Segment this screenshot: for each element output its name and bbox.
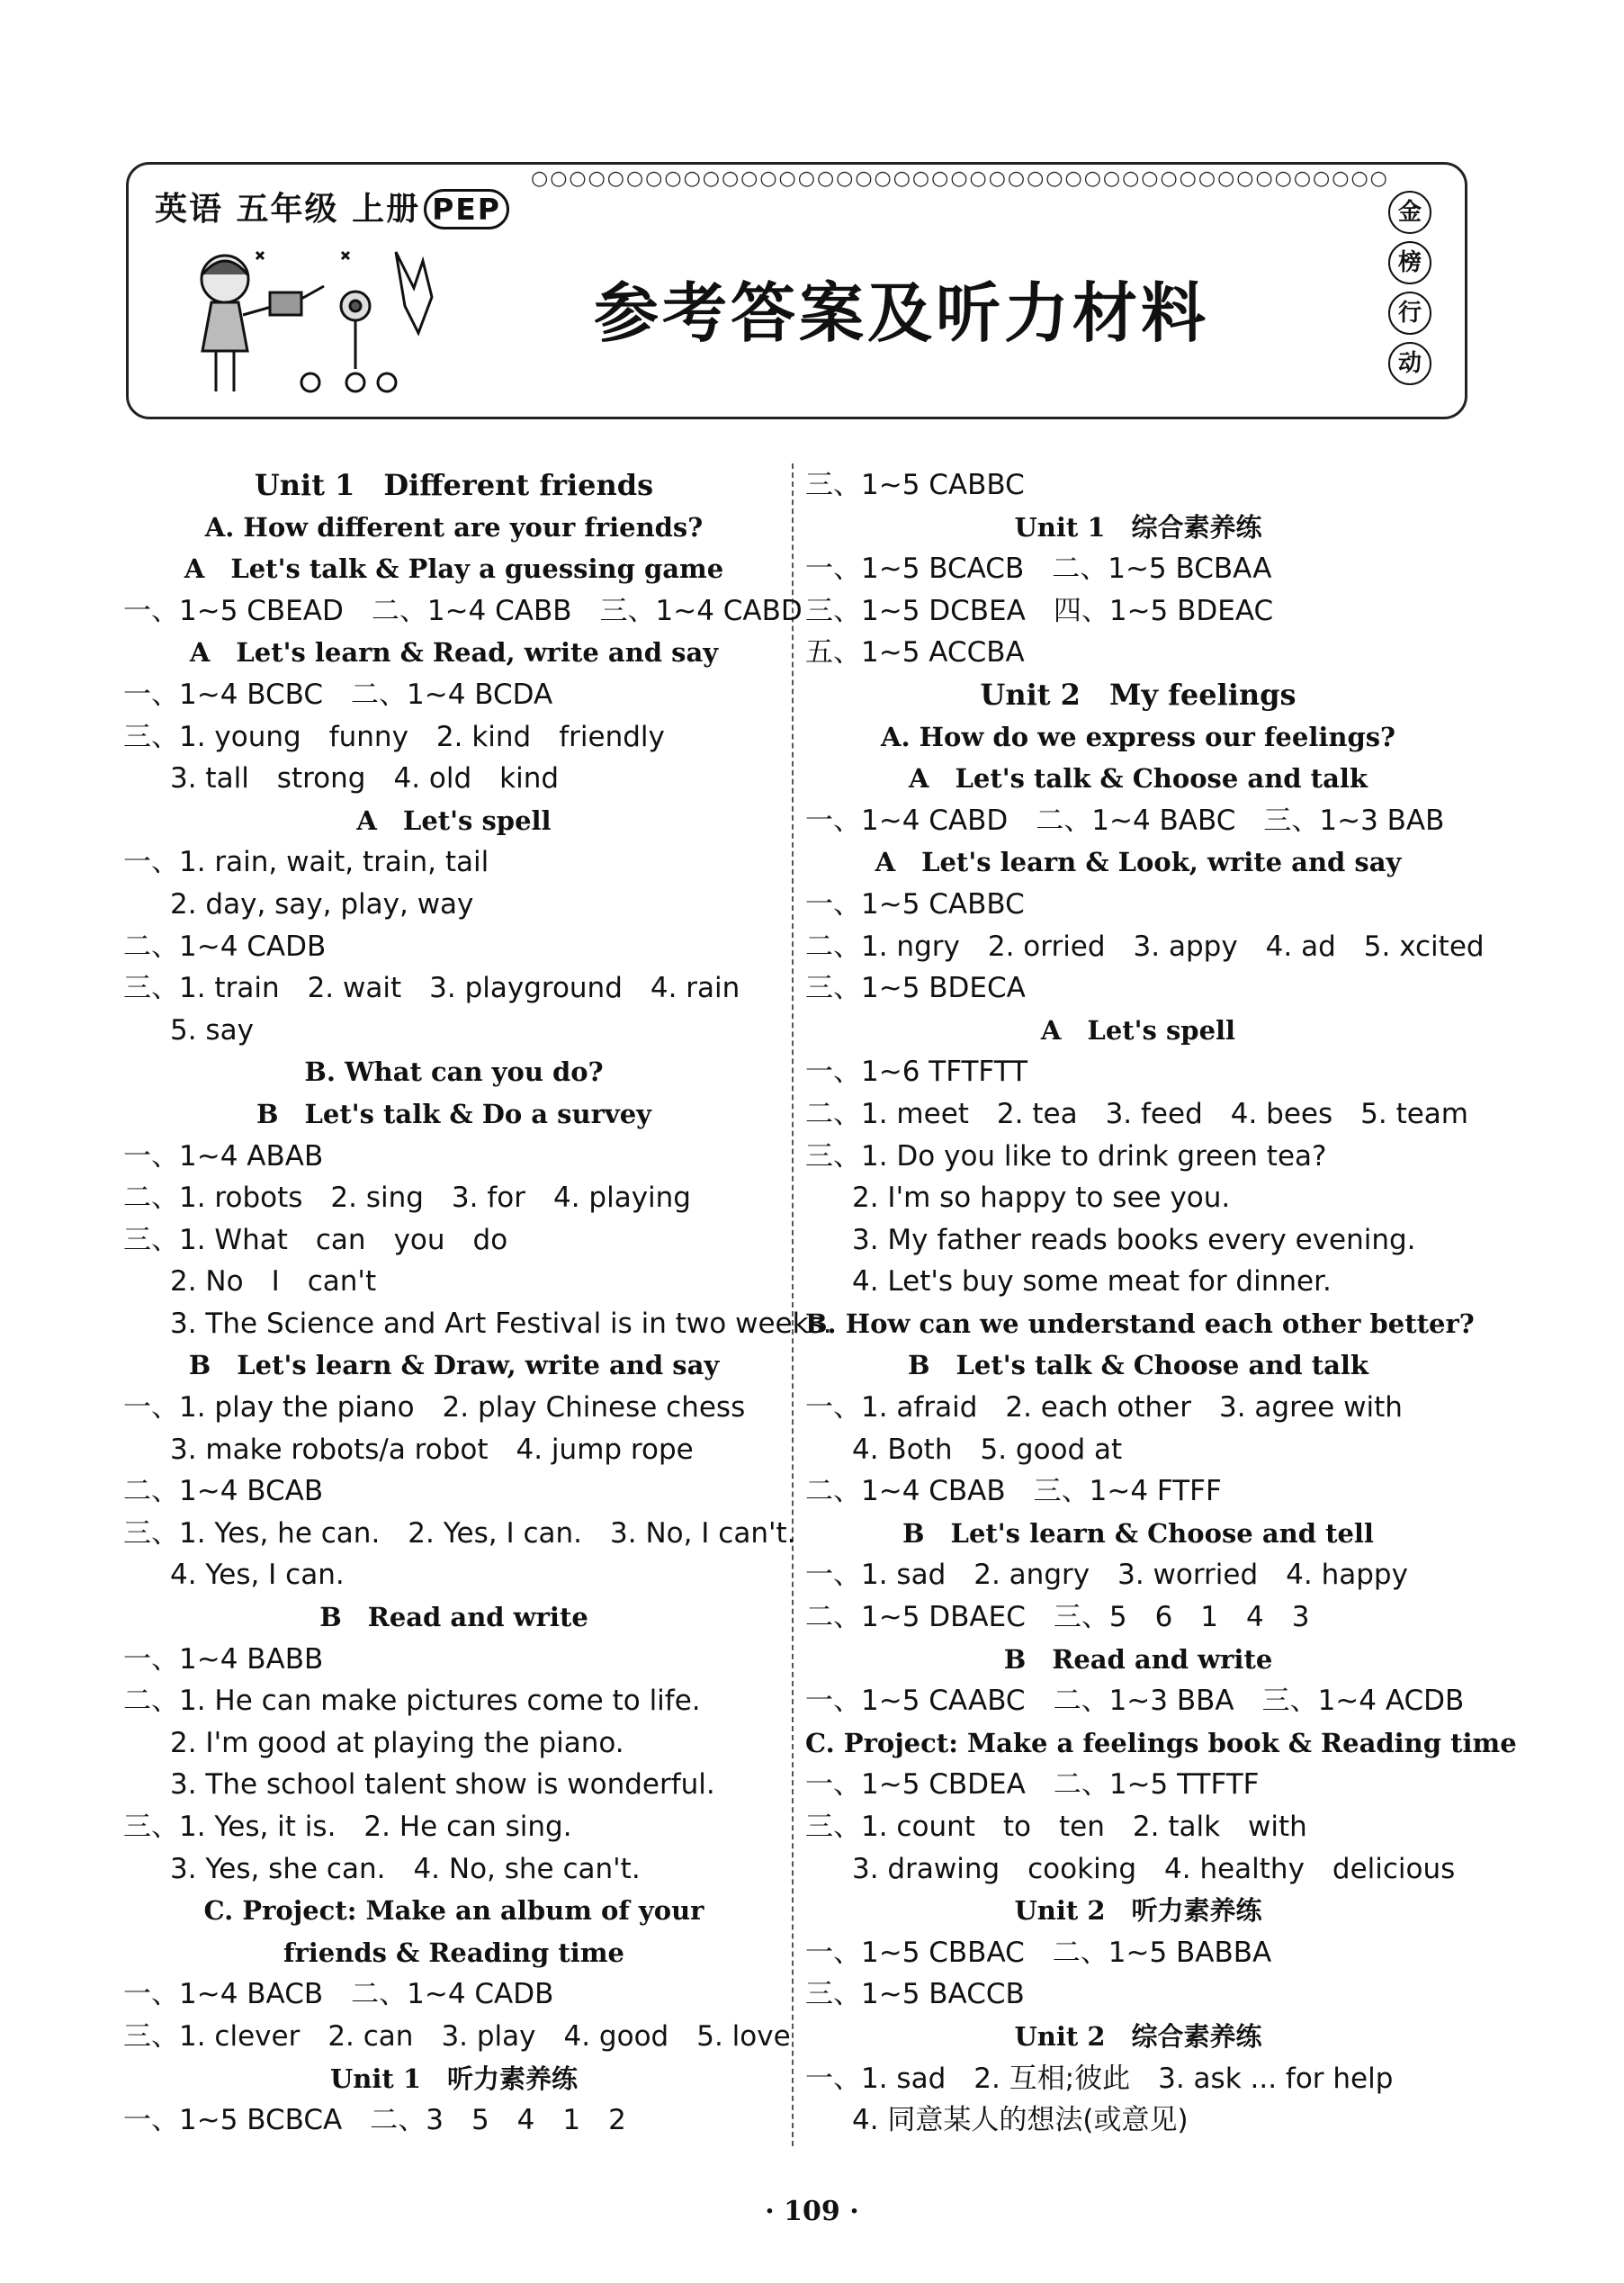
answer-line: 二、1. meet 2. tea 3. feed 4. bees 5. team bbox=[805, 1097, 1469, 1130]
answer-line: 2. day, say, play, way bbox=[170, 887, 474, 921]
answer-line: 三、1~5 DCBEA 四、1~5 BDEAC bbox=[805, 594, 1274, 627]
answer-line: 5. say bbox=[170, 1013, 254, 1047]
answer-line: 3. tall strong 4. old kind bbox=[170, 762, 560, 795]
answer-line: 三、1. clever 2. can 3. play 4. good 5. love bbox=[123, 2019, 791, 2053]
answer-line: 4. Yes, I can. bbox=[170, 1559, 345, 1592]
book-tag bbox=[155, 184, 509, 229]
answer-line: 一、1. sad 2. 互相;彼此 3. ask ... for help bbox=[805, 2062, 1394, 2095]
answer-line: 3. Yes, she can. 4. No, she can't. bbox=[170, 1852, 641, 1885]
answer-line: 一、1~4 BABB bbox=[123, 1642, 324, 1676]
answer-line: 一、1. sad 2. angry 3. worried 4. happy bbox=[805, 1559, 1408, 1592]
answer-line: 3. make robots/a robot 4. jump rope bbox=[170, 1433, 694, 1466]
section-heading: Unit 1 听力素养练 bbox=[329, 2063, 579, 2094]
answer-line: 一、1~5 CABBC bbox=[805, 887, 1025, 921]
answer-line: 一、1~5 BCBCA 二、3 5 4 1 2 bbox=[123, 2104, 626, 2137]
section-heading: Unit 2 听力素养练 bbox=[1014, 1895, 1262, 1927]
answer-line: 二、1~4 BCAB bbox=[123, 1475, 324, 1508]
answer-line: 三、1. Yes, he can. 2. Yes, I can. 3. No, I can't. bbox=[123, 1516, 796, 1550]
answer-line: 一、1~6 TFTFTT bbox=[805, 1056, 1028, 1089]
binder-rings: ○○○○○○○○○○○○○○○○○○○○○○○○○○○○○○○○○○○○○○○○○○○○○ bbox=[531, 167, 1389, 190]
answer-line: 二、1~4 CADB bbox=[123, 930, 327, 963]
answer-line: 三、1. count to ten 2. talk with bbox=[805, 1811, 1307, 1843]
answer-line: 一、1~4 CABD 二、1~4 BABC 三、1~3 BAB bbox=[805, 804, 1445, 837]
side-badge: 动 bbox=[1388, 342, 1431, 385]
section-heading: C. Project: Make an album of your bbox=[203, 1895, 704, 1927]
answer-line: 3. The Science and Art Festival is in two weeks. bbox=[170, 1307, 832, 1340]
right-column bbox=[805, 464, 1517, 2142]
answer-line: 三、1. young funny 2. kind friendly bbox=[123, 720, 665, 753]
answer-line: 二、1~4 CBAB 三、1~4 FTFF bbox=[805, 1475, 1222, 1508]
answer-line: 二、1. robots 2. sing 3. for 4. playing bbox=[123, 1182, 691, 1215]
section-heading: A Let's talk & Play a guessing game bbox=[184, 553, 724, 585]
answer-line: 一、1~4 ABAB bbox=[123, 1139, 324, 1173]
answer-line: 2. I'm good at playing the piano. bbox=[170, 1726, 624, 1759]
answer-line: 二、1~5 DBAEC 三、5 6 1 4 3 bbox=[805, 1601, 1310, 1634]
section-heading: friends & Reading time bbox=[283, 1937, 624, 1968]
section-heading: A Let's learn & Look, write and say bbox=[875, 847, 1402, 878]
side-badge: 行 bbox=[1388, 292, 1431, 335]
section-heading: B Let's talk & Do a survey bbox=[256, 1098, 652, 1129]
answer-line: 3. The school talent show is wonderful. bbox=[170, 1768, 715, 1802]
answer-line: 一、1~5 CBDEA 二、1~5 TTFTF bbox=[805, 1768, 1260, 1802]
left-column bbox=[123, 464, 832, 2142]
answer-line: 一、1. afraid 2. each other 3. agree with bbox=[805, 1391, 1403, 1425]
section-heading: Unit 2 My feelings bbox=[980, 677, 1297, 712]
side-badges bbox=[1388, 191, 1431, 392]
section-heading: Unit 1 Different friends bbox=[254, 468, 654, 502]
answer-line: 一、1. play the piano 2. play Chinese chess bbox=[123, 1391, 746, 1425]
section-heading: A. How do we express our feelings? bbox=[880, 721, 1396, 752]
section-heading: Unit 2 综合素养练 bbox=[1014, 2020, 1262, 2052]
section-heading: B. How can we understand each other better? bbox=[805, 1308, 1475, 1339]
answer-line: 三、1. Do you like to drink green tea? bbox=[805, 1139, 1327, 1173]
section-heading: C. Project: Make a feelings book & Reading time bbox=[805, 1727, 1517, 1758]
answer-line: 一、1~4 BACB 二、1~4 CADB bbox=[123, 1978, 554, 2011]
answer-line: 五、1~5 ACCBA bbox=[805, 636, 1025, 670]
section-heading: B Read and write bbox=[319, 1602, 588, 1633]
answer-line: 3. My father reads books every evening. bbox=[852, 1223, 1416, 1256]
section-heading: A Let's spell bbox=[356, 804, 552, 836]
section-heading: B Let's learn & Draw, write and say bbox=[188, 1350, 720, 1381]
answer-line: 三、1. Yes, it is. 2. He can sing. bbox=[123, 1811, 572, 1843]
answer-line: 一、1~5 CBBAC 二、1~5 BABBA bbox=[805, 1936, 1272, 1969]
answer-line: 一、1~4 BCBC 二、1~4 BCDA bbox=[123, 678, 553, 711]
side-badge: 榜 bbox=[1388, 241, 1431, 284]
section-heading: B Read and write bbox=[1003, 1643, 1273, 1675]
answer-line: 一、1~5 CBEAD 二、1~4 CABB 三、1~4 CABD bbox=[123, 594, 803, 627]
answer-line: 3. drawing cooking 4. healthy delicious bbox=[852, 1852, 1456, 1885]
answer-line: 二、1. He can make pictures come to life. bbox=[123, 1685, 701, 1718]
answer-line: 三、1~5 CABBC bbox=[805, 469, 1025, 501]
page-number: · 109 · bbox=[765, 2196, 859, 2227]
section-heading: A Let's learn & Read, write and say bbox=[189, 637, 719, 669]
section-heading: A Let's spell bbox=[1040, 1014, 1236, 1046]
side-badge: 金 bbox=[1388, 191, 1431, 234]
section-heading: B. What can you do? bbox=[304, 1056, 604, 1088]
girl-watering-flowers-icon bbox=[175, 243, 463, 405]
answer-line: 三、1~5 BACCB bbox=[805, 1978, 1025, 2011]
section-heading: A Let's talk & Choose and talk bbox=[909, 763, 1368, 795]
answer-line: 二、1. ngry 2. orried 3. appy 4. ad 5. xcited bbox=[805, 930, 1485, 963]
answer-line: 三、1~5 BDECA bbox=[805, 972, 1026, 1005]
section-heading: A. How different are your friends? bbox=[204, 511, 704, 543]
pep-badge: PEP bbox=[424, 189, 509, 229]
section-heading: Unit 1 综合素养练 bbox=[1014, 511, 1262, 543]
answer-line: 三、1. What can you do bbox=[123, 1223, 508, 1256]
section-heading: B Let's learn & Choose and tell bbox=[902, 1517, 1374, 1549]
answer-line: 2. I'm so happy to see you. bbox=[852, 1182, 1231, 1215]
book-tag-text: 英语 五年级 上册 bbox=[155, 191, 421, 228]
section-heading: B Let's talk & Choose and talk bbox=[908, 1350, 1368, 1381]
answer-line: 三、1. train 2. wait 3. playground 4. rain bbox=[123, 972, 740, 1005]
answer-line: 一、1. rain, wait, train, tail bbox=[123, 846, 489, 879]
answer-line: 4. Both 5. good at bbox=[852, 1433, 1123, 1466]
answer-line: 一、1~5 CAABC 二、1~3 BBA 三、1~4 ACDB bbox=[805, 1685, 1465, 1718]
page-title: 参考答案及听力材料 bbox=[594, 274, 1210, 351]
answer-line: 2. No I can't bbox=[170, 1265, 377, 1299]
answer-line: 4. 同意某人的想法(或意见) bbox=[852, 2104, 1189, 2137]
answer-line: 4. Let's buy some meat for dinner. bbox=[852, 1265, 1332, 1299]
answer-line: 一、1~5 BCACB 二、1~5 BCBAA bbox=[805, 553, 1272, 586]
